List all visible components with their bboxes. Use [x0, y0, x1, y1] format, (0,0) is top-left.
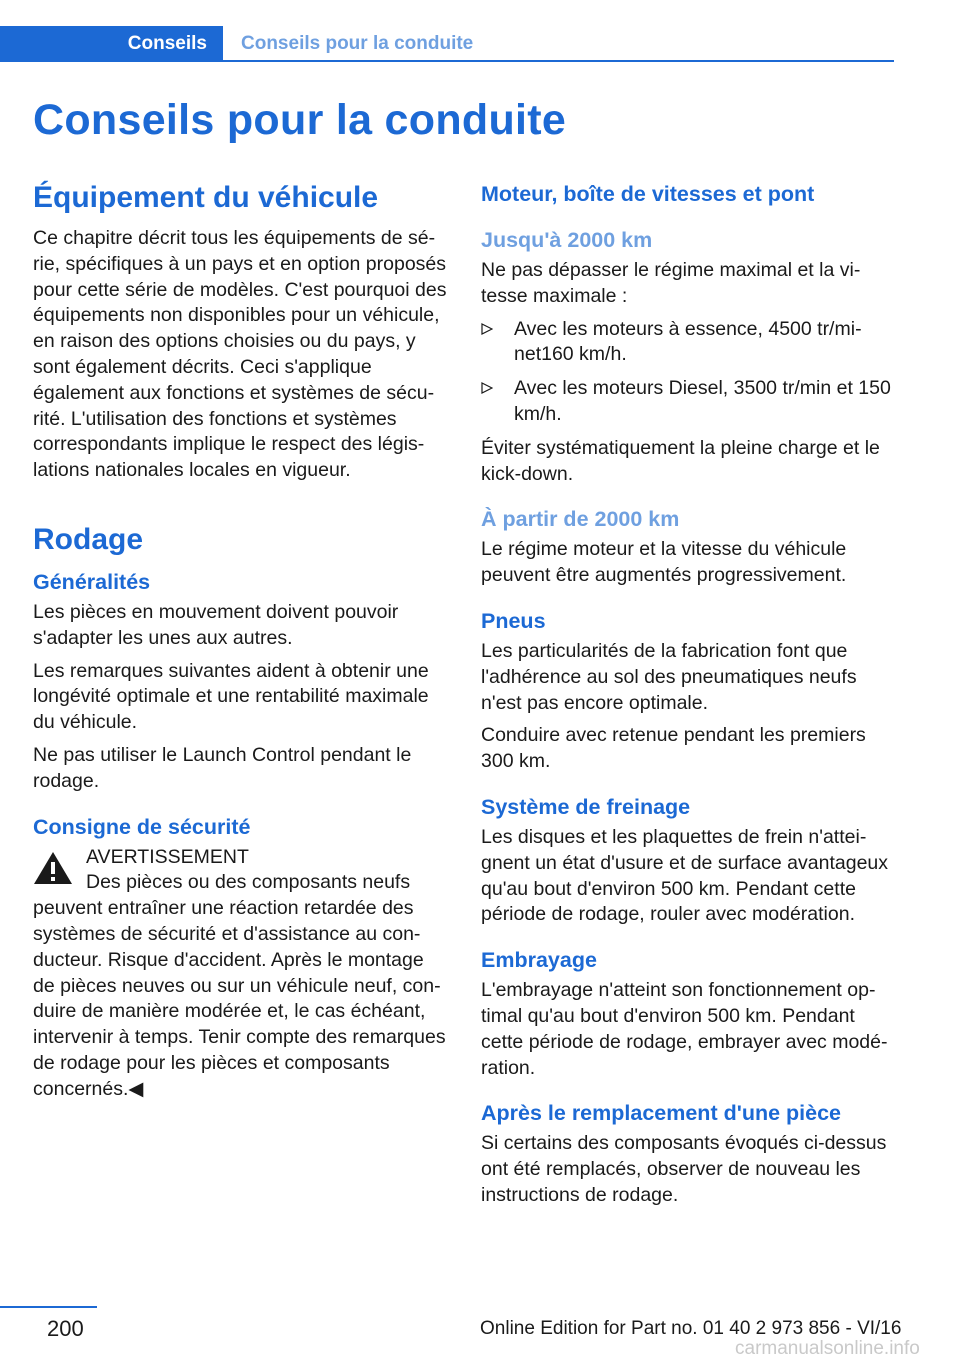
upto-2000-outro: Éviter systématiquement la pleine charge et le kick-down.	[481, 436, 880, 485]
triangle-bullet-icon	[481, 382, 493, 394]
rodage-heading: Rodage	[33, 522, 144, 556]
warning-box	[33, 845, 448, 1103]
engine-heading: Moteur, boîte de vitesses et pont	[481, 182, 815, 206]
from-2000-paragraph: Le régime moteur et la vitesse du véhicule peuvent être augmentés progressivement.	[481, 538, 847, 587]
rodage-paragraph-1: Les pièces en mouvement doivent pouvoir s'adapter les unes aux autres.	[33, 600, 399, 649]
left-column	[33, 180, 448, 1103]
edition-note: Online Edition for Part no. 01 40 2 973 856 - VI/16	[480, 1318, 902, 1339]
upto-2000-intro: Ne pas dépasser le régime maximal et la vitesse maximale :	[481, 259, 861, 307]
chapter-tab[interactable]: Conseils	[0, 26, 223, 62]
replacement-heading: Après le remplacement d'une pièce	[481, 1101, 841, 1126]
rodage-paragraph-2: Les remarques suivantes aident à obtenir une longévité optimale et une rentabilité maximale du véhicule.	[33, 659, 429, 734]
right-column	[481, 180, 896, 1216]
page-title: Conseils pour la conduite	[33, 96, 567, 144]
watermark: carmanualsonline.info	[735, 1338, 920, 1359]
list-item-text: Avec les moteurs Diesel, 3500 tr/min et 150 km/h.	[514, 377, 891, 425]
tyres-paragraph-2: Conduire avec retenue pendant les premiers 300 km.	[481, 724, 866, 773]
brakes-heading: Système de freinage	[481, 794, 691, 819]
limits-list	[481, 317, 896, 428]
equipment-paragraph: Ce chapitre décrit tous les équipements de série, spécifiques à un pays et en option proposés pour cette série de modèles. C'est pourquoi des équipements non disponibles pour un véhicule, en raison des options choisies ou du pays, y sont également décrits. Ceci s'applique également aux fonctions et systèmes de sécurité. L'utilisation des fonctions et systèmes correspondants implique le respect des législations nationales locales en vigueur.	[33, 227, 447, 482]
from-2000-heading: À partir de 2000 km	[481, 507, 680, 532]
clutch-heading: Embrayage	[481, 948, 597, 973]
rodage-paragraph-3: Ne pas utiliser le Launch Control pendant le rodage.	[33, 743, 412, 792]
list-item	[481, 376, 896, 428]
brakes-paragraph: Les disques et les plaquettes de frein n'atteignent un état d'usure et de surface avantageux qu'au bout d'environ 500 km. Pendant cette période de rodage, rouler avec modération.	[481, 825, 889, 926]
generalites-heading: Généralités	[33, 569, 151, 594]
list-item-text: Avec les moteurs à essence, 4500 tr/minet160 km/h.	[514, 317, 862, 366]
footer-divider	[0, 1306, 97, 1308]
warning-body: Des pièces ou des composants neufs peuvent entraîner une réaction retardée des systèmes de sécurité et d'assistance au conducteur. Risque d'accident. Après le montage de pièces neuves ou sur un véhicule neuf, conduire de manière modérée et, le cas échéant, intervenir à temps. Tenir compte des remarques de rodage pour les pièces et composants concernés.◀	[33, 871, 446, 1100]
clutch-paragraph: L'embrayage n'atteint son fonctionnement optimal qu'au bout d'environ 500 km. Pendant cette période de rodage, embrayer avec modération.	[481, 979, 888, 1079]
upto-2000-heading: Jusqu'à 2000 km	[481, 228, 653, 252]
chapter-header	[0, 26, 894, 62]
list-item	[481, 317, 896, 369]
safety-heading: Consigne de sécurité	[33, 814, 251, 839]
replacement-paragraph: Si certains des composants évoqués ci-dessus ont été remplacés, observer de nouveau les instructions de rodage.	[481, 1132, 887, 1206]
warning-title: AVERTISSEMENT	[86, 845, 249, 868]
breadcrumb[interactable]: Conseils pour la conduite	[241, 33, 474, 54]
tyres-paragraph-1: Les particularités de la fabrication font que l'adhérence au sol des pneumatiques neufs n'est pas encore optimale.	[481, 639, 857, 714]
page-number: 200	[47, 1316, 84, 1341]
header-divider	[223, 60, 894, 62]
equipment-heading: Équipement du véhicule	[33, 181, 379, 214]
warning-triangle-icon	[33, 851, 73, 885]
triangle-bullet-icon	[481, 323, 493, 335]
tyres-heading: Pneus	[481, 608, 546, 633]
